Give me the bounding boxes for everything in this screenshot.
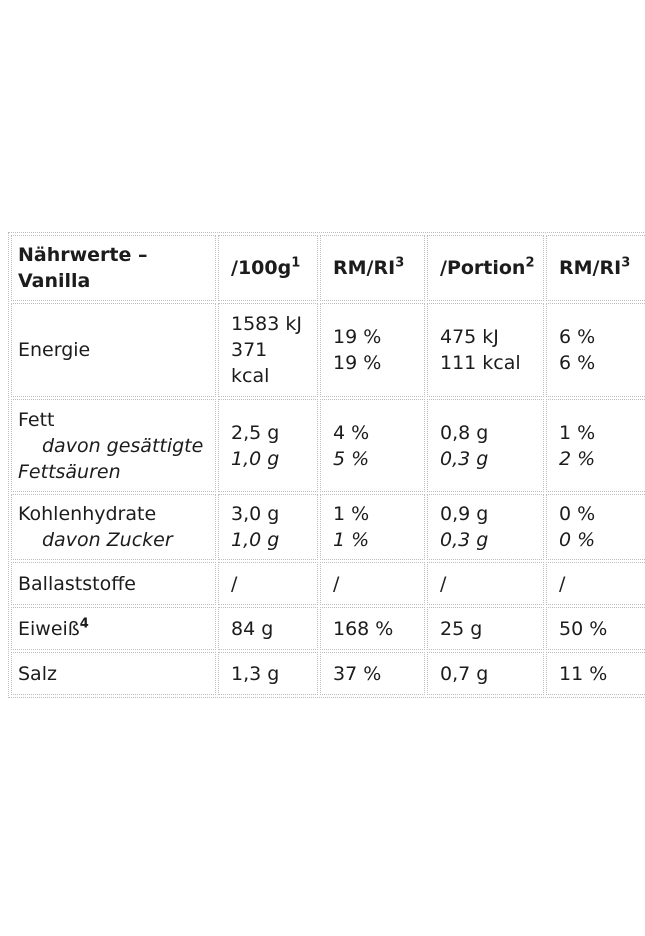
cell-line: 6 % — [559, 326, 596, 348]
cell-line: Energie — [18, 339, 91, 361]
cell-energie-portion — [427, 303, 544, 397]
cell-line: 1,0 g — [231, 529, 280, 551]
cell-line: 1,0 g — [231, 447, 280, 470]
cell-ballaststoffe-portion — [427, 562, 544, 605]
cell-line: 19 % — [333, 352, 382, 374]
header-title-line-2: Vanilla — [18, 270, 91, 292]
cell-kohlenhydrate-rmri-portion — [546, 494, 645, 560]
cell-line: 475 kJ — [440, 326, 499, 348]
cell-line: / — [333, 572, 340, 595]
footnote-superscript: 3 — [621, 255, 631, 271]
cell-energie-per100g — [218, 303, 318, 397]
cell-ballaststoffe-rmri-portion — [546, 562, 645, 605]
cell-fett-rmri-portion — [546, 399, 645, 492]
cell-salz-rmri-portion — [546, 652, 645, 695]
table-row-kohlenhydrate — [11, 494, 645, 560]
header-row — [11, 235, 645, 301]
cell-line: 0,9 g — [440, 503, 489, 525]
cell-line: / — [231, 572, 238, 595]
cell-line: 111 kcal — [440, 352, 521, 374]
table-row-salz — [11, 652, 645, 695]
header-cell-title — [11, 235, 216, 301]
cell-line: 6 % — [559, 352, 596, 374]
cell-kohlenhydrate-per100g — [218, 494, 318, 560]
cell-line: 1 % — [333, 529, 370, 551]
cell-line: Ballaststoffe — [18, 572, 136, 595]
cell-salz-rmri-100g — [320, 652, 425, 695]
header-cell-rmri-100g — [320, 235, 425, 301]
cell-line: davon Zucker — [42, 529, 173, 551]
cell-line: 84 g — [231, 617, 274, 640]
cell-line: 37 % — [333, 662, 382, 685]
header-cell-per100g — [218, 235, 318, 301]
cell-line: 1583 kJ — [231, 313, 302, 335]
cell-line: davon gesättigte — [42, 434, 204, 457]
cell-eiweiss-rmri-portion — [546, 607, 645, 650]
header-rmri-100g-label: RM/RI — [333, 257, 396, 279]
cell-line: Kohlenhydrate — [18, 503, 157, 525]
cell-line: 3,0 g — [231, 503, 280, 525]
cell-eiweiss-portion — [427, 607, 544, 650]
cell-eiweiss-per100g — [218, 607, 318, 650]
footnote-superscript: 4 — [79, 616, 89, 632]
cell-line: 2,5 g — [231, 421, 280, 444]
cell-fett-portion — [427, 399, 544, 492]
cell-line: / — [440, 572, 447, 595]
cell-line: 0,8 g — [440, 421, 489, 444]
cell-line: 11 % — [559, 662, 608, 685]
cell-line: Fett — [18, 408, 55, 431]
cell-energie-label — [11, 303, 216, 397]
header-cell-portion — [427, 235, 544, 301]
nutrition-table-header — [11, 235, 645, 301]
cell-salz-portion — [427, 652, 544, 695]
header-cell-rmri-portion — [546, 235, 645, 301]
cell-line: Eiweiß$^4$ — [18, 616, 89, 640]
table-row-eiweiss — [11, 607, 645, 650]
header-rmri-portion-label: RM/RI — [559, 257, 622, 279]
nutrition-table — [8, 232, 645, 698]
cell-ballaststoffe-label — [11, 562, 216, 605]
cell-line: 19 % — [333, 326, 382, 348]
footnote-superscript: 3 — [395, 255, 405, 271]
cell-line: 0,3 g — [440, 529, 489, 551]
header-portion-label: /Portion — [440, 257, 526, 279]
cell-line: 50 % — [559, 617, 608, 640]
cell-salz-per100g — [218, 652, 318, 695]
table-row-energie — [11, 303, 645, 397]
table-row-fett — [11, 399, 645, 492]
cell-fett-rmri-100g — [320, 399, 425, 492]
cell-salz-label — [11, 652, 216, 695]
header-per100g-label: /100g — [231, 257, 292, 279]
cell-line: 5 % — [333, 447, 370, 470]
cell-line: 0,3 g — [440, 447, 489, 470]
header-title-line-1: Nährwerte – — [18, 244, 148, 266]
cell-energie-rmri-100g — [320, 303, 425, 397]
cell-line: 1 % — [333, 503, 370, 525]
table-row-ballaststoffe — [11, 562, 645, 605]
footnote-superscript: 2 — [525, 255, 535, 271]
nutrition-table-container — [8, 232, 638, 698]
cell-line: 4 % — [333, 421, 370, 444]
cell-ballaststoffe-rmri-100g — [320, 562, 425, 605]
cell-line: kcal — [231, 365, 270, 387]
cell-line: 0 % — [559, 503, 596, 525]
cell-eiweiss-label — [11, 607, 216, 650]
cell-fett-label — [11, 399, 216, 492]
cell-line: 0 % — [559, 529, 596, 551]
cell-line: 0,7 g — [440, 662, 489, 685]
cell-line: 1,3 g — [231, 662, 280, 685]
cell-kohlenhydrate-label — [11, 494, 216, 560]
cell-line: / — [559, 572, 566, 595]
nutrition-table-body — [11, 303, 645, 695]
cell-ballaststoffe-per100g — [218, 562, 318, 605]
cell-line: 2 % — [559, 447, 596, 470]
cell-fett-per100g — [218, 399, 318, 492]
cell-line: 168 % — [333, 617, 394, 640]
cell-line: Fettsäuren — [18, 460, 121, 483]
cell-line: 371 — [231, 339, 268, 361]
cell-line: 1 % — [559, 421, 596, 444]
cell-line: Salz — [18, 662, 57, 685]
cell-line: 25 g — [440, 617, 483, 640]
cell-energie-rmri-portion — [546, 303, 645, 397]
cell-kohlenhydrate-portion — [427, 494, 544, 560]
cell-eiweiss-rmri-100g — [320, 607, 425, 650]
footnote-superscript: 1 — [291, 255, 301, 271]
cell-kohlenhydrate-rmri-100g — [320, 494, 425, 560]
